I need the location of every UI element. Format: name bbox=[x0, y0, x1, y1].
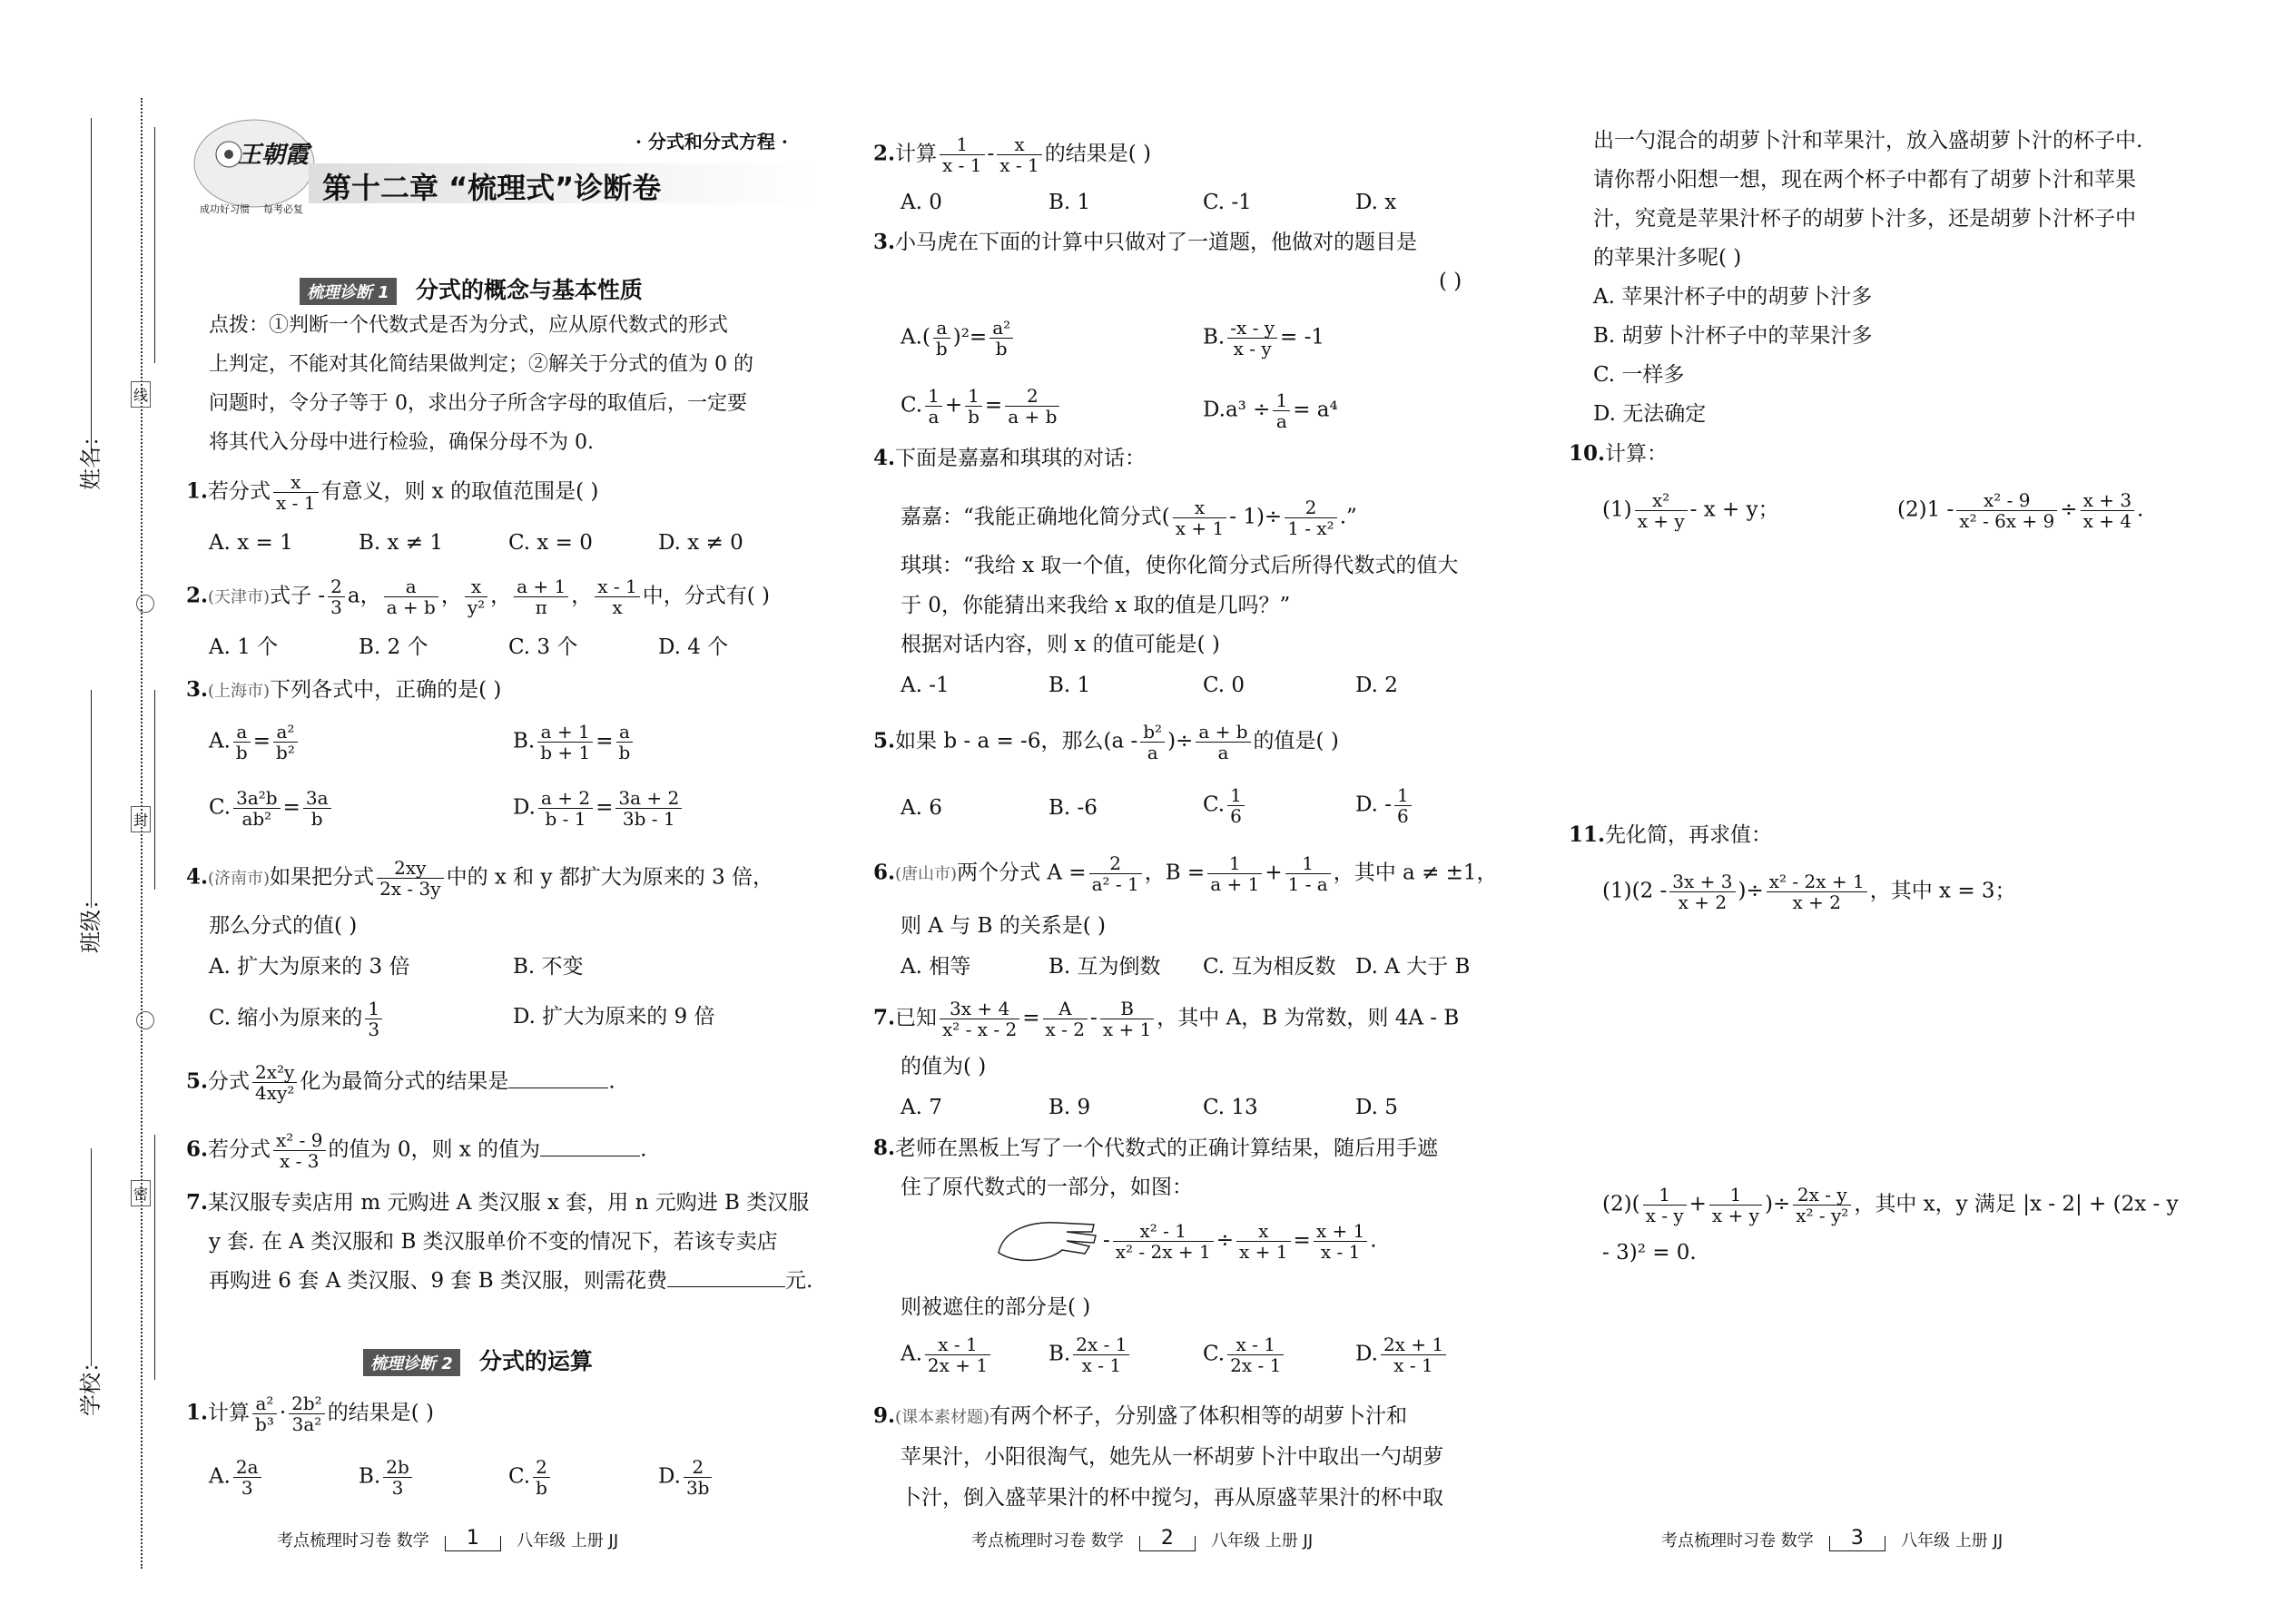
school-field[interactable] bbox=[91, 1148, 92, 1366]
p1-q1-opt-b[interactable]: B. x ≠ 1 bbox=[359, 531, 444, 555]
p2-q8-opt-c[interactable]: C. $\frac{x - 1}{2x - 1}$ bbox=[1203, 1334, 1286, 1375]
p1-q4-opt-c[interactable]: C. 缩小为原来的 $\frac{1}{3}$ bbox=[209, 999, 385, 1039]
p2-q2: 2.计算 $\frac{1}{x - 1}$ - $\frac{x}{x - 1}$ 的结果是( ) bbox=[873, 133, 1152, 176]
p3-q11: 11.先化简，再求值： bbox=[1569, 822, 1773, 847]
header-subtitle: · 分式和分式方程 · bbox=[635, 131, 788, 153]
p1-q4: 4.(济南市)如果把分式 $\frac{2xy}{2x - 3y}$ 中的 x 和 y 都扩大为原来的 3 倍， bbox=[186, 857, 774, 900]
p2-q4-opt-d[interactable]: D. 2 bbox=[1355, 674, 1398, 697]
p1-q1-opt-a[interactable]: A. x = 1 bbox=[209, 531, 293, 555]
p2-q3-opt-d[interactable]: D.a³ ÷ $\frac{1}{a}$ = a⁴ bbox=[1203, 389, 1338, 432]
p1-q4-line2: 那么分式的值( ) bbox=[209, 914, 358, 938]
p2-q7-opt-c[interactable]: C. 13 bbox=[1203, 1096, 1258, 1119]
p3-q9-cont-2: 请你帮小阳想一想，现在两个杯子中都有了胡萝卜汁和苹果 bbox=[1593, 168, 2136, 192]
p1-q2-opt-d[interactable]: D. 4 个 bbox=[658, 635, 729, 659]
p3-q10-answer-space[interactable] bbox=[1602, 545, 2165, 808]
p3-q10-part2: (2)1 - $\frac{\text{x² - 9}}{\text{x² - 6x + 9}}$ ÷ $\frac{x + 3}{x + 4}$ . bbox=[1897, 489, 2144, 532]
p2-q6-line2: 则 A 与 B 的关系是( ) bbox=[901, 914, 1107, 938]
p2-q6-opt-b[interactable]: B. 互为倒数 bbox=[1049, 955, 1161, 979]
p2-q8-opt-b[interactable]: B. $\frac{2x - 1}{x - 1}$ bbox=[1049, 1334, 1132, 1375]
p2-q5: 5.如果 b - a = -6，那么(a - $\frac{\text{b²}}{a}$ )÷ $\frac{a + b}{a}$ 的值是( ) bbox=[873, 721, 1339, 763]
p2-q4-qiqi-1: 琪琪：“我给 x 取一个值，使你化简分式后所得代数式的值大 bbox=[901, 554, 1459, 577]
page-title: 第十二章 “梳理式”诊断卷 bbox=[322, 171, 662, 205]
p1-q1: 1.若分式 $\frac{x}{x - 1}$ 有意义，则 x 的取值范围是( ) bbox=[186, 471, 599, 514]
class-label: 班级： bbox=[78, 888, 103, 953]
footer-page-3: 考点梳理时习卷 数学 3 八年级 上册 JJ bbox=[1661, 1527, 2004, 1550]
logo-text: 王朝霞 bbox=[238, 142, 310, 169]
p2-q4: 4.下面是嘉嘉和琪琪的对话： bbox=[873, 446, 1147, 470]
p3-q9-cont-1: 出一勺混合的胡萝卜汁和苹果汁，放入盛胡萝卜汁的杯子中. bbox=[1593, 129, 2143, 153]
binding-line-3 bbox=[154, 690, 155, 890]
p2-q9-line1: 9.(课本素材题)有两个杯子，分别盛了体积相等的胡萝卜汁和 bbox=[873, 1403, 1408, 1428]
name-field[interactable] bbox=[91, 118, 92, 454]
seal-mark-seal: 封 bbox=[131, 806, 151, 832]
p1-q3-opt-c[interactable]: C. $\frac{\text{3a²b}}{\text{ab²}}$ = $\frac{3a}{b}$ bbox=[209, 788, 334, 829]
page-number-1: 1 bbox=[445, 1536, 501, 1551]
section-2-title: 分式的运算 bbox=[478, 1348, 593, 1374]
footer-page-2: 考点梳理时习卷 数学 2 八年级 上册 JJ bbox=[971, 1527, 1314, 1550]
p3-q9-opt-b[interactable]: B. 胡萝卜汁杯子中的苹果汁多 bbox=[1593, 324, 1873, 348]
p2-q4-ask: 根据对话内容，则 x 的值可能是( ) bbox=[901, 633, 1220, 656]
p2-q8-opt-d[interactable]: D. $\frac{2x + 1}{x - 1}$ bbox=[1355, 1334, 1449, 1375]
section-2-header bbox=[363, 1343, 593, 1376]
section-2-tag: 梳理诊断 2 bbox=[363, 1349, 460, 1376]
p2-q7-line2: 的值为( ) bbox=[901, 1055, 987, 1078]
p3-q10: 10.计算： bbox=[1569, 441, 1669, 466]
p1-q3-opt-a[interactable]: A. $\frac{a}{b}$ = $\frac{\text{a²}}{\text{b²}}$ bbox=[209, 722, 300, 763]
p2-q3-paren[interactable]: ( ) bbox=[1439, 270, 1462, 293]
p1-q1-opt-c[interactable]: C. x = 0 bbox=[508, 531, 593, 555]
p1-q2: 2.(天津市)式子 - $\frac{2}{3}$ a， $\frac{a}{a + b}$ ， $\frac{x}{\text{y²}}$ ， $\frac{a + 1}{\pi}$ ， $\frac{x - 1}{x}$ 中，分式有( ) bbox=[186, 576, 771, 618]
p3-q9-cont-4: 的苹果汁多呢( ) bbox=[1593, 246, 1742, 270]
p1-s2-q1-opt-c[interactable]: C. $\frac{2}{b}$ bbox=[508, 1457, 553, 1498]
p2-q8-expression: - $\frac{\text{x² - 1}}{\text{x² - 2x + 1}}$ ÷ $\frac{x}{x + 1}$ = $\frac{x + 1}{x - 1}$ . bbox=[1103, 1220, 1377, 1263]
p1-s2-q1-opt-b[interactable]: B. $\frac{2b}{3}$ bbox=[359, 1457, 415, 1498]
p2-q2-opt-c[interactable]: C. -1 bbox=[1203, 191, 1252, 214]
binding-line-4 bbox=[154, 1135, 155, 1380]
hint-line-3: 问题时，令分子等于 0，求出分子所含字母的取值后，一定要 bbox=[209, 392, 747, 415]
p2-q5-opt-d[interactable]: D. - $\frac{1}{6}$ bbox=[1355, 785, 1414, 826]
p1-q4-opt-b[interactable]: B. 不变 bbox=[513, 955, 584, 979]
p2-q8-line2: 住了原代数式的一部分，如图： bbox=[901, 1176, 1193, 1199]
p1-s2-q1-opt-a[interactable]: A. $\frac{2a}{3}$ bbox=[209, 1457, 264, 1498]
p2-q4-opt-c[interactable]: C. 0 bbox=[1203, 674, 1245, 697]
p2-q4-opt-b[interactable]: B. 1 bbox=[1049, 674, 1091, 697]
p2-q6: 6.(唐山市)两个分式 A = $\frac{2}{\text{a² - 1}}$ ，B = $\frac{1}{a + 1}$ + $\frac{1}{1 - a}$ ，其中 a ≠ ±1， bbox=[873, 852, 1498, 895]
p2-q6-opt-c[interactable]: C. 互为相反数 bbox=[1203, 955, 1336, 979]
p2-q7: 7.已知 $\frac{3x + 4}{\text{x² - x - 2}}$ = $\frac{A}{x - 2}$ - $\frac{B}{x + 1}$ ，其中 A，B 为常数，则 4A - B bbox=[873, 998, 1460, 1040]
section-1-tag: 梳理诊断 1 bbox=[300, 278, 397, 305]
p1-q2-opt-a[interactable]: A. 1 个 bbox=[209, 635, 279, 659]
p1-q7-line2: y 套. 在 A 类汉服和 B 类汉服单价不变的情况下，若该专卖店 bbox=[209, 1230, 778, 1254]
p2-q2-opt-b[interactable]: B. 1 bbox=[1049, 191, 1091, 214]
p1-q6: 6.若分式 $\frac{\text{x² - 9}}{x - 3}$ 的值为 0，则 x 的值为 . bbox=[186, 1129, 647, 1172]
binding-circle-2 bbox=[136, 1011, 154, 1029]
p2-q3-opt-c[interactable]: C. $\frac{1}{a}$ + $\frac{1}{b}$ = $\frac{2}{a + b}$ bbox=[901, 386, 1062, 427]
class-field[interactable] bbox=[91, 690, 92, 908]
p2-q6-opt-a[interactable]: A. 相等 bbox=[901, 955, 971, 979]
p2-q6-opt-d[interactable]: D. A 大于 B bbox=[1355, 955, 1471, 979]
seal-mark-secret: 密 bbox=[131, 1180, 151, 1206]
p1-q2-opt-b[interactable]: B. 2 个 bbox=[359, 635, 428, 659]
p3-q11-part1: (1)(2 - $\frac{3x + 3}{x + 2}$ )÷ $\frac{\text{x² - 2x + 1}}{x + 2}$ ，其中 x = 3； bbox=[1602, 871, 2016, 913]
p2-q4-opt-a[interactable]: A. -1 bbox=[901, 674, 950, 697]
p1-q1-opt-d[interactable]: D. x ≠ 0 bbox=[658, 531, 743, 555]
hint-line-4: 将其代入分母中进行检验，确保分母不为 0. bbox=[209, 431, 594, 454]
p2-q5-opt-b[interactable]: B. -6 bbox=[1049, 796, 1098, 820]
logo-sub-left: 成功好习惯 bbox=[200, 203, 250, 215]
p1-q3: 3.(上海市)下列各式中，正确的是( ) bbox=[186, 677, 502, 702]
p2-q7-opt-a[interactable]: A. 7 bbox=[901, 1096, 942, 1119]
p1-q3-opt-d[interactable]: D. $\frac{a + 2}{b - 1}$ = $\frac{3a + 2}{3b - 1}$ bbox=[513, 788, 684, 829]
binding-dotted-line bbox=[141, 98, 143, 1569]
hint-line-1: 点拨：①判断一个代数式是否为分式，应从原代数式的形式 bbox=[209, 314, 729, 337]
p1-q4-opt-d[interactable]: D. 扩大为原来的 9 倍 bbox=[513, 1005, 715, 1029]
hint-line-2: 上判定，不能对其化简结果做判定；②解关于分式的值为 0 的 bbox=[209, 353, 753, 376]
p1-s2-q1: 1.计算 $\frac{\text{a²}}{\text{b³}}$ · $\frac{\text{2b²}}{\text{3a²}}$ 的结果是( ) bbox=[186, 1393, 434, 1435]
p1-q7-answer-blank[interactable] bbox=[667, 1286, 785, 1287]
p2-q8-opt-a[interactable]: A. $\frac{x - 1}{2x + 1}$ bbox=[901, 1334, 993, 1375]
name-label: 姓名： bbox=[78, 425, 103, 490]
p2-q3-opt-a[interactable]: A.( $\frac{a}{b}$ )²= $\frac{\text{a²}}{b}$ bbox=[901, 318, 1016, 359]
logo-sub-right: 每考必复 bbox=[263, 203, 303, 215]
p3-q9-opt-d[interactable]: D. 无法确定 bbox=[1593, 402, 1707, 426]
p1-q7-line1: 7.某汉服专卖店用 m 元购进 A 类汉服 x 套，用 n 元购进 B 类汉服 bbox=[186, 1190, 810, 1215]
p2-q8-line1: 8.老师在黑板上写了一个代数式的正确计算结果，随后用手遮 bbox=[873, 1136, 1439, 1160]
p3-q9-cont-3: 汁，究竟是苹果汁杯子的胡萝卜汁多，还是胡萝卜汁杯子中 bbox=[1593, 207, 2136, 231]
binding-circle-1 bbox=[136, 595, 154, 613]
p2-q9-line3: 卜汁，倒入盛苹果汁的杯中搅匀，再从原盛苹果汁的杯中取 bbox=[901, 1486, 1443, 1510]
p2-q8-ask: 则被遮住的部分是( ) bbox=[901, 1295, 1091, 1319]
p3-q11-part2-answer-space[interactable] bbox=[1602, 1280, 2165, 1507]
p2-q2-opt-a[interactable]: A. 0 bbox=[901, 191, 942, 214]
page-number-2: 2 bbox=[1139, 1536, 1196, 1551]
p2-q4-qiqi-2: 于 0，你能猜出来我给 x 取的值是几吗？” bbox=[901, 594, 1291, 617]
section-1-header bbox=[300, 272, 643, 305]
p2-q4-jiajia: 嘉嘉：“我能正确地化简分式( $\frac{x}{x + 1}$ - 1)÷ $\frac{2}{\text{1 - x²}}$ .” bbox=[901, 497, 1357, 539]
p2-q3-opt-b[interactable]: B. $\frac{-x - y}{x - y}$ = -1 bbox=[1203, 317, 1325, 359]
p2-q9-line2: 苹果汁，小阳很淘气，她先从一杯胡萝卜汁中取出一勺胡萝 bbox=[901, 1445, 1443, 1469]
section-1-title: 分式的概念与基本性质 bbox=[415, 277, 643, 303]
p2-q7-opt-b[interactable]: B. 9 bbox=[1049, 1096, 1091, 1119]
p1-q2-opt-c[interactable]: C. 3 个 bbox=[508, 635, 578, 659]
p2-q5-opt-c[interactable]: C. $\frac{1}{6}$ bbox=[1203, 785, 1247, 826]
p2-q2-opt-d[interactable]: D. x bbox=[1355, 191, 1397, 214]
covering-hand-icon bbox=[994, 1212, 1103, 1270]
seal-mark-line: 线 bbox=[131, 381, 151, 408]
binding-line-2 bbox=[154, 127, 155, 363]
p1-s2-q1-opt-d[interactable]: D. $\frac{2}{3b}$ bbox=[658, 1457, 714, 1498]
p1-q7-line3: 再购进 6 套 A 类汉服、9 套 B 类汉服，则需花费 元. bbox=[209, 1269, 813, 1293]
p3-q11-part2: (2)( $\frac{1}{x - y}$ + $\frac{1}{x + y}$ )÷ $\frac{2x - y}{\text{x² - y²}}$ ，其中 x，y 满足 |x - 2| + (2x - y bbox=[1602, 1184, 2179, 1226]
p2-q5-opt-a[interactable]: A. 6 bbox=[901, 796, 942, 820]
p2-q3: 3.小马虎在下面的计算中只做对了一道题，他做对的题目是 bbox=[873, 230, 1418, 254]
p1-q5: 5.分式 $\frac{\text{2x²y}}{\text{4xy²}}$ 化为最简分式的结果是 . bbox=[186, 1061, 615, 1104]
p1-q4-opt-a[interactable]: A. 扩大为原来的 3 倍 bbox=[209, 955, 410, 979]
page-number-3: 3 bbox=[1829, 1536, 1885, 1551]
footer-page-1: 考点梳理时习卷 数学 1 八年级 上册 JJ bbox=[277, 1527, 619, 1550]
p3-q9-opt-a[interactable]: A. 苹果汁杯子中的胡萝卜汁多 bbox=[1593, 285, 1873, 309]
p2-q7-opt-d[interactable]: D. 5 bbox=[1355, 1096, 1398, 1119]
p3-q11-part2-line2: - 3)² = 0. bbox=[1602, 1241, 1697, 1265]
p1-q3-opt-b[interactable]: B. $\frac{a + 1}{b + 1}$ = $\frac{a}{b}$ bbox=[513, 722, 635, 763]
school-label: 学校： bbox=[78, 1351, 103, 1416]
p3-q11-part1-answer-space[interactable] bbox=[1602, 926, 2165, 1180]
p3-q9-opt-c[interactable]: C. 一样多 bbox=[1593, 363, 1685, 387]
p3-q10-part1: (1) $\frac{\text{x²}}{x + y}$ - x + y； bbox=[1602, 489, 1779, 532]
